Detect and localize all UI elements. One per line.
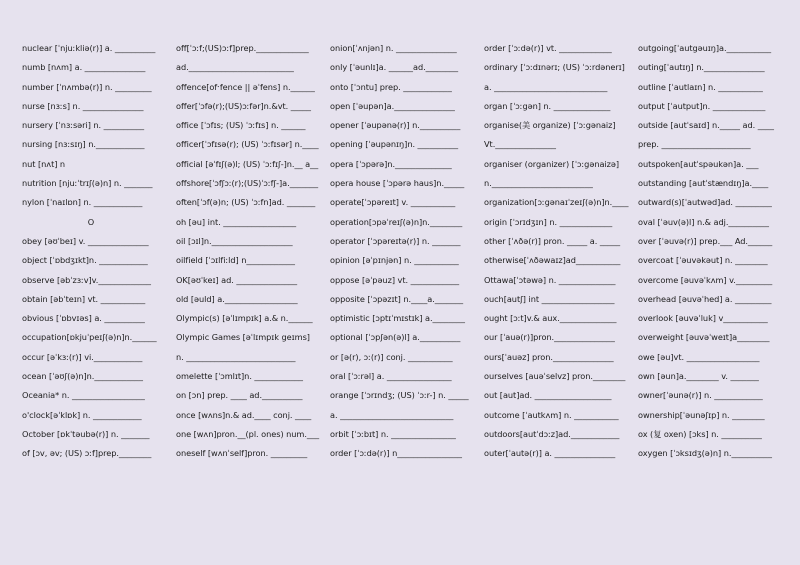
word-entry: or [ə(r), ɔː(r)] conj. ___________ bbox=[330, 351, 453, 362]
word-entry: open [ˈəupən]a._______________ bbox=[330, 100, 455, 111]
word-entry: outcome [ˈautkʌm] n. ___________ bbox=[484, 409, 619, 420]
word-entry: opinion [əˈpɪnjən] n. ___________ bbox=[330, 255, 459, 266]
word-entry: Vt._______________ bbox=[484, 139, 556, 150]
word-entry: OK[əʊˈkeɪ] ad. _______________ bbox=[176, 274, 298, 285]
word-column-3 bbox=[330, 39, 484, 565]
word-column-4 bbox=[484, 39, 638, 565]
word-entry: opera house [ˈɔpərə haus]n._____ bbox=[330, 178, 465, 189]
word-entry: ought [ɔːt]v.& aux.______________ bbox=[484, 313, 617, 324]
word-entry: out [aut]ad. ___________________ bbox=[484, 390, 612, 401]
word-entry: output [ˈautput]n. _____________ bbox=[638, 100, 766, 111]
word-entry: outside [autˈsaɪd] n._____ ad. ____ bbox=[638, 120, 774, 131]
word-entry: operator [ˈɔpəreɪtə(r)] n. _______ bbox=[330, 235, 461, 246]
word-entry: onto [ˈɔntu] prep. ____________ bbox=[330, 81, 452, 92]
word-entry: nutrition [njuːˈtrɪʃ(ə)n] n. _______ bbox=[22, 178, 153, 189]
word-entry: ours[ˈauəz] pron._______________ bbox=[484, 351, 614, 362]
word-entry: outer[ˈautə(r)] a. _______________ bbox=[484, 448, 616, 459]
word-entry: overhead [əuvəˈhed] a. _________ bbox=[638, 293, 772, 304]
word-entry: order [ˈɔːdə(r)] n________________ bbox=[330, 448, 462, 459]
word-entry: officer[ˈɔfɪsə(r); (US) ˈɔːfɪsər] n.____ bbox=[176, 139, 319, 150]
word-entry: organ [ˈɔːgən] n. ______________ bbox=[484, 100, 611, 111]
word-entry: o'clock[əˈklɒk] n. ____________ bbox=[22, 409, 142, 420]
word-entry: over [ˈəuvə(r)] prep.___ Ad.______ bbox=[638, 235, 773, 246]
word-entry: omelette [ˈɔmlɪt]n. ____________ bbox=[176, 371, 303, 382]
word-entry: opener [ˈəupənə(r)] n.__________ bbox=[330, 120, 461, 131]
word-entry: outline [ˈautlaɪn] n. ___________ bbox=[638, 81, 763, 92]
word-entry: obvious [ˈɒbvɪəs] a. __________ bbox=[22, 313, 145, 324]
word-entry: nurse [nɜːs] n. _______________ bbox=[22, 100, 144, 111]
word-entry: nursery [ˈnɜːsəri] n. __________ bbox=[22, 120, 145, 131]
word-entry: oral [ˈɔːrəl] a. ________________ bbox=[330, 371, 452, 382]
word-entry: October [ɒkˈtəubə(r)] n. _______ bbox=[22, 428, 150, 439]
word-entry: a. ____________________________ bbox=[330, 409, 454, 420]
word-entry: otherwise[ˈʌðəwaɪz]ad___________ bbox=[484, 255, 621, 266]
word-entry: ordinary [ˈɔːdɪnərɪ; (US) ˈɔːrdənerɪ] bbox=[484, 62, 625, 73]
section-letter-heading: O bbox=[87, 216, 95, 227]
word-entry: opera [ˈɔpərə]n.______________ bbox=[330, 158, 452, 169]
word-entry: ad.__________________________ bbox=[176, 62, 294, 73]
word-entry: prep. ______________________ bbox=[638, 139, 751, 150]
word-entry: nut [nʌt] n bbox=[22, 158, 66, 169]
word-entry: of [ɔv, əv; (US) ɔːf]prep.________ bbox=[22, 448, 152, 459]
word-entry: own [əun]a.________ v. _______ bbox=[638, 371, 759, 382]
word-entry: occupation[ɒkjuˈpeɪʃ(ə)n]n.______ bbox=[22, 332, 157, 343]
word-entry: organiser (organizer) [ˈɔːgənaizə] bbox=[484, 158, 620, 169]
word-entry: Olympic Games [əˈlɪmpɪk geɪms] bbox=[176, 332, 310, 343]
word-entry: n._________________________ bbox=[484, 178, 593, 189]
word-entry: optimistic [ɔptɪˈmɪstɪk] a.________ bbox=[330, 313, 465, 324]
word-entry: often[ˈɔf(ə)n; (US) ˈɔːfn]ad. _______ bbox=[176, 197, 316, 208]
word-entry: one [wʌn]pron.__(pl. ones) num.___ bbox=[176, 428, 320, 439]
word-entry: owner[ˈəunə(r)] n. ____________ bbox=[638, 390, 763, 401]
word-entry: opening [ˈəupənɪŋ]n. __________ bbox=[330, 139, 458, 150]
word-entry: oneself [wʌnˈself]pron. _________ bbox=[176, 448, 308, 459]
word-entry: official [əˈfɪʃ(ə)l; (US) ˈɔːfɪʃ-]n.__ a__ bbox=[176, 158, 319, 169]
word-column-1 bbox=[22, 39, 176, 565]
word-entry: occur [əˈkɜː(r)] vi.____________ bbox=[22, 351, 143, 362]
word-column-5 bbox=[638, 39, 792, 565]
word-entry: overweight [əuvəˈweɪt]a________ bbox=[638, 332, 770, 343]
word-entry: our [ˈauə(r)]pron._______________ bbox=[484, 332, 615, 343]
word-entry: nuclear [ˈnjuːkliə(r)] a. __________ bbox=[22, 43, 156, 53]
word-entry: overlook [əuvəˈluk] v___________ bbox=[638, 313, 768, 324]
word-entry: operation[ɔpəˈreɪʃ(ə)n]n.________ bbox=[330, 216, 463, 227]
word-entry: office [ˈɔfɪs; (US) ˈɔːfɪs] n. ______ bbox=[176, 120, 306, 131]
word-entry: oilfield [ˈɔɪlfiːld] n____________ bbox=[176, 255, 295, 266]
word-entry: opposite [ˈɔpəzɪt] n.____a._______ bbox=[330, 293, 464, 304]
word-entry: off[ˈɔːf;(US)ɔːf]prep._____________ bbox=[176, 43, 309, 53]
word-entry: oh [əu] int. __________________ bbox=[176, 216, 297, 227]
word-entry: order [ˈɔːdə(r)] vt. _____________ bbox=[484, 43, 612, 53]
word-entry: oppose [əˈpəuz] vt. ____________ bbox=[330, 274, 460, 285]
word-entry: onion[ˈʌnjən] n. _______________ bbox=[330, 43, 457, 53]
word-entry: once [wʌns]n.& ad.____ conj. ____ bbox=[176, 409, 312, 420]
word-entry: oil [ɔɪl]n.____________________ bbox=[176, 235, 293, 246]
word-entry: number [ˈnʌmbə(r)] n. _________ bbox=[22, 81, 152, 92]
word-entry: Oceania* n. __________________ bbox=[22, 390, 145, 401]
word-entry: only [ˈəunlɪ]a. ______ad.________ bbox=[330, 62, 458, 73]
word-entry: obtain [əbˈteɪn] vt. ___________ bbox=[22, 293, 146, 304]
word-entry: outstanding [autˈstændɪŋ]a.____ bbox=[638, 178, 769, 189]
word-entry: overcoat [ˈəuvəkəut] n. ________ bbox=[638, 255, 768, 266]
word-entry: overcome [əuvəˈkʌm] v._________ bbox=[638, 274, 773, 285]
word-column-2 bbox=[176, 39, 330, 565]
word-entry: oxygen [ˈɔksɪdʒ(ə)n] n.__________ bbox=[638, 448, 772, 459]
word-entry: ocean [ˈəʊʃ(ə)n]n.____________ bbox=[22, 371, 143, 382]
word-entry: outing[ˈautɪŋ] n._______________ bbox=[638, 62, 765, 73]
word-entry: observe [əbˈzɜːv]v._____________ bbox=[22, 274, 151, 285]
word-entry: orange [ˈɔrɪndʒ; (US) ˈɔːr-] n. _____ bbox=[330, 390, 469, 401]
word-entry: n. ___________________________ bbox=[176, 351, 296, 362]
word-entry: nursing [nɜːsɪŋ] n.____________ bbox=[22, 139, 145, 150]
word-entry: origin [ˈɔrɪdʒɪn] n. _____________ bbox=[484, 216, 613, 227]
word-entry: ouch[autʃ] int __________________ bbox=[484, 293, 615, 304]
word-entry: Olympic(s) [əˈlɪmpɪk] a.& n.______ bbox=[176, 313, 313, 324]
word-entry: old [əuld] a.__________________ bbox=[176, 293, 298, 304]
word-entry: operate[ˈɔpəreɪt] v. ___________ bbox=[330, 197, 456, 208]
word-entry: offence[ofˑfence || əˈfens] n.______ bbox=[176, 81, 315, 92]
word-entry: nylon [ˈnaɪlɒn] n. ____________ bbox=[22, 197, 143, 208]
word-entry: object [ˈɒbdʒɪkt]n. ____________ bbox=[22, 255, 148, 266]
word-entry: outgoing[ˈautgəuɪŋ]a.___________ bbox=[638, 43, 772, 53]
word-entry: organise(美 organize) [ˈɔːgənaiz] bbox=[484, 120, 616, 131]
word-entry: oval [ˈəuv(ə)l] n.& adj.__________ bbox=[638, 216, 769, 227]
word-entry: orbit [ˈɔːbɪt] n. ________________ bbox=[330, 428, 456, 439]
word-entry: offer[ˈɔfə(r);(US)ɔːfər]n.&vt. _____ bbox=[176, 100, 311, 111]
word-entry: other [ˈʌðə(r)] pron. _____ a. _____ bbox=[484, 235, 621, 246]
word-entry: a. ____________________________ bbox=[484, 81, 608, 92]
word-entry: Ottawa[ˈɔtəwə] n. ______________ bbox=[484, 274, 616, 285]
word-entry: ownership[ˈəunəʃɪp] n. ________ bbox=[638, 409, 765, 420]
word-entry: optional [ˈɔpʃən(ə)l] a.__________ bbox=[330, 332, 461, 343]
word-entry: offshore[ˈɔfʃɔː(r);(US)ˈɔːfʃ-]a._______ bbox=[176, 178, 318, 189]
word-entry: owe [əu]vt. __________________ bbox=[638, 351, 760, 362]
word-entry: ox (复 oxen) [ɔks] n. __________ bbox=[638, 428, 762, 439]
word-entry: obey [əʊˈbeɪ] v. _______________ bbox=[22, 235, 149, 246]
word-entry: outward(s)[ˈautwəd]ad. _________ bbox=[638, 197, 772, 208]
word-entry: outdoors[autˈdɔːz]ad.____________ bbox=[484, 428, 620, 439]
word-entry: numb [nʌm] a. _______________ bbox=[22, 62, 146, 73]
word-entry: on [ɔn] prep. ____ ad.__________ bbox=[176, 390, 303, 401]
word-entry: organization[ɔːgənaɪˈzeɪʃ(ə)n]n.____ bbox=[484, 197, 629, 208]
word-entry: ourselves [auəˈselvz] pron.________ bbox=[484, 371, 626, 382]
word-entry: outspoken[autˈspəukən]a. ___ bbox=[638, 158, 759, 169]
